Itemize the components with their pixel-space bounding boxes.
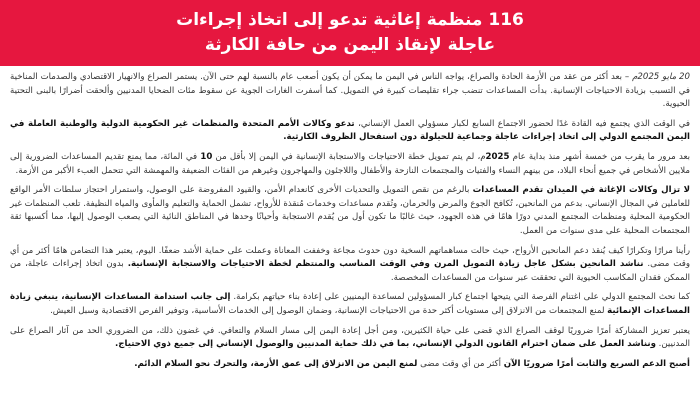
paragraph-bold: نناشد المانحين بشكل عاجل زيادة التمويل المرن وفي الوقت المناسب والمنتظم لخطة الاحتياجات والاستجابة الإنسانية. — [127, 259, 644, 270]
paragraph-bold: أصبح الدعم السريع والثابت أمرًا ضروريًا الآن — [503, 358, 690, 369]
headline-banner — [0, 0, 700, 66]
paragraph-funding — [10, 151, 690, 178]
paragraph-bold: ونناشد العمل على ضمان احترام القانون الدولي الإنساني، بما في ذلك حماية المدنيين والوصول الإنساني إلى جميع ذوي الاحتياج. — [115, 339, 656, 350]
paragraph-aid-agencies — [10, 184, 690, 238]
paragraph-bold: لا تزال وكالات الإغاثة في الميدان تقدم المساعدات — [472, 185, 690, 196]
paragraph-text: في المائة، مما يمنع تقديم المساعدات الضرورية إلى ملايين الأشخاص في جميع أنحاء البلاد، من بينهم النساء والفتيات والمجتمعات النازحة والأطفال واللاجئون والمهاجرون وغيرهم من الفئات الضعيفة والمهمشة التي تتحمل العبء الأكبر من الأزمة. — [10, 151, 690, 176]
paragraph-text: كما نحث المجتمع الدولي على اغتنام الفرصة التي يتيحها اجتماع كبار المسؤولين لمساعدة اليمنيين على إعادة بناء حياتهم بكرامة. — [230, 292, 690, 303]
paragraph-text: م، لم يتم تمويل خطة الاحتياجات والاستجابة الإنسانية في اليمن إلا بأقل من — [212, 151, 486, 162]
paragraph-bold: تدعو وكالات الأمم المتحدة والمنظمات غير الحكومية الدولية والوطنية العاملة في اليمن المجتمع الدولي إلى اتخاذ إجراءات عاجلة وجماعية للحيلولة دون استفحال الظروف الكارثية. — [10, 118, 690, 143]
paragraph-bold: إلى جانب استدامة المساعدات الإنسانية، ينبغي زيادة المساعدات الإنمائية — [10, 292, 690, 316]
headline-line-1: 116 منظمة إغاثية تدعو إلى اتخاذ إجراءات — [176, 10, 524, 30]
paragraph-call-to-action — [10, 118, 690, 145]
article-body — [0, 66, 700, 371]
article-date: 20 مايو 2025م — [632, 72, 690, 82]
paragraph-text: يعتبر تعزيز المشاركة أمرًا ضروريًا لوقف الصراع الذي قضى على حياة الكثيرين، ومن أجل إعادة اليمن إلى مسار السلام والتعافي. في غضون ذلك، من الضروري الحد من آثار الصراع على المدنيين. — [10, 325, 690, 350]
paragraph-text: رأينا مرارًا وتكرارًا كيف يُنقذ دعم المانحين الأرواح، حيث حالت مساهماتهم السخية دون حدوث مجاعة وخففت المعاناة وعملت على حماية الأشد ضعفًا. اليوم، يعتبر هذا التضامن هامًا أكثر من أي وقت مضى. — [10, 245, 690, 270]
paragraph-peace — [10, 325, 690, 352]
paragraph-text: – بعد أكثر من عقد من الأزمة الحادة والصراع، يواجه الناس في اليمن ما يمكن أن يكون أصعب عام بالنسبة لهم حتى الآن. يستمر الصراع والانهيار الاقتصادي والصدمات المناخية في التسبب بزيادة الاحتياجات الإنسانية. بدأت المساعدات تنضب جراء تقليصات كبيرة في التمويل. كما أسفرت الغارات الجوية عن سقوط مئات الضحايا المدنيين وألحقت أضرارًا بالبنى التحتية الحيوية. — [10, 72, 690, 110]
paragraph-text: بدون اتخاذ إجراءات عاجلة، من الممكن فقدان المكاسب الحيوية التي تحققت عبر سنوات من المساعدات المخصصة. — [10, 259, 690, 283]
paragraph-development — [10, 291, 690, 318]
paragraph-conclusion — [10, 358, 690, 372]
headline-line-2: عاجلة لإنقاذ اليمن من حافة الكارثة — [204, 35, 496, 55]
paragraph-text: لمنع المجتمعات من الانزلاق إلى مستويات أكثر حدة من الاحتياجات الإنسانية، وضمان الوصول إلى الخدمات الأساسية، وتوفير الفرص الاقتصادية وسبل العيش. — [50, 305, 608, 316]
paragraph-bold: لمنع اليمن من الانزلاق إلى عمق الأزمة، والتحرك نحو السلام الدائم. — [134, 358, 418, 369]
paragraph-text: بعد مرور ما يقرب من خمسة أشهر منذ بداية عام — [509, 151, 690, 162]
year-value: 2025 — [485, 151, 510, 162]
paragraph-donors — [10, 245, 690, 286]
percent-value: 10 — [200, 151, 213, 162]
paragraph-intro — [10, 71, 690, 112]
paragraph-text: أكثر من أي وقت مضى — [417, 358, 504, 369]
headline — [176, 8, 524, 58]
paragraph-text: بالرغم من نقص التمويل والتحديات الأخرى كانعدام الأمن، والقيود المفروضة على الوصول، واستمرار احتجاز سلطات الأمر الواقع للعاملين في المجال الإنساني. بدعم من المانحين، تُكافح الجوع والمرض والحرمان، وتُقدم مساعدات وخدمات مُنقذة للأرواح، تشمل الحماية والتعليم والمأوى والمياه النظيفة. تلعب المنظمات غير الحكومية المحلية ومنظمات المجتمع المدني دورًا هامًا في هذه الجهود، حيث غالبًا ما تكون أول من يُقدم الاستجابة وأحيانًا وحدها في المناطق النائية التي يصعب الوصول إليها، مما أكسبها ثقة المجتمعات المحلية على مدى سنوات من العمل. — [10, 185, 690, 236]
paragraph-text: في الوقت الذي يجتمع فيه القادة غدًا لحضور الاجتماع السابع لكبار مسؤولي العمل الإنساني، — [354, 118, 690, 129]
